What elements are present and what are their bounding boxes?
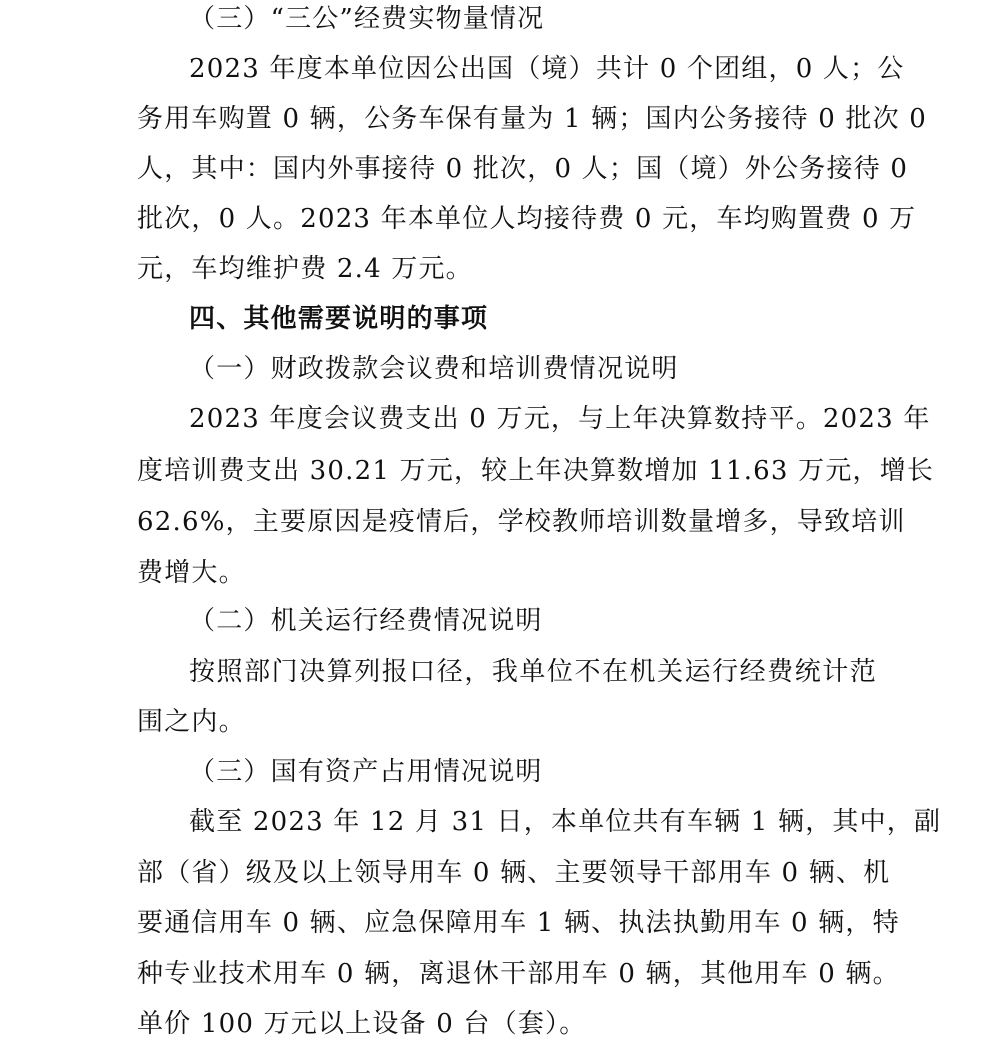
paragraph-line: 元，车均维护费 2.4 万元。 (137, 254, 473, 284)
paragraph-line: 单价 100 万元以上设备 0 台（套）。 (137, 1009, 587, 1039)
paragraph-line: 费增大。 (137, 558, 246, 588)
paragraph-line: 按照部门决算列报口径，我单位不在机关运行经费统计范 (189, 657, 877, 687)
section-subheading-operating-expenses: （二）机关运行经费情况说明 (189, 606, 543, 636)
paragraph-line: 围之内。 (137, 707, 246, 737)
paragraph-line: 62.6%，主要原因是疫情后，学校教师培训数量增多，导致培训 (137, 507, 906, 537)
paragraph-line: 人，其中：国内外事接待 0 批次，0 人；国（境）外公务接待 0 (137, 154, 909, 184)
paragraph-line: 种专业技术用车 0 辆，离退休干部用车 0 辆，其他用车 0 辆。 (137, 959, 900, 989)
paragraph-line: 2023 年度会议费支出 0 万元，与上年决算数持平。2023 年 (189, 404, 931, 434)
paragraph-line: 度培训费支出 30.21 万元，较上年决算数增加 11.63 万元，增长 (137, 456, 935, 486)
paragraph-line: 2023 年度本单位因公出国（境）共计 0 个团组，0 人；公 (189, 54, 905, 84)
paragraph-line: 务用车购置 0 辆，公务车保有量为 1 辆；国内公务接待 0 批次 0 (137, 104, 928, 134)
section-heading-other-matters: 四、其他需要说明的事项 (189, 304, 489, 334)
paragraph-line: 要通信用车 0 辆、应急保障用车 1 辆、执法执勤用车 0 辆，特 (137, 908, 900, 938)
paragraph-line: 部（省）级及以上领导用车 0 辆、主要领导干部用车 0 辆、机 (137, 858, 891, 888)
section-subheading-sangong-quantity: （三）“三公”经费实物量情况 (189, 4, 545, 34)
paragraph-line: 截至 2023 年 12 月 31 日，本单位共有车辆 1 辆，其中，副 (189, 807, 942, 837)
section-subheading-meeting-training: （一）财政拨款会议费和培训费情况说明 (189, 354, 679, 384)
section-subheading-state-assets: （三）国有资产占用情况说明 (189, 757, 543, 787)
paragraph-line: 批次，0 人。2023 年本单位人均接待费 0 元，车均购置费 0 万 (137, 204, 917, 234)
